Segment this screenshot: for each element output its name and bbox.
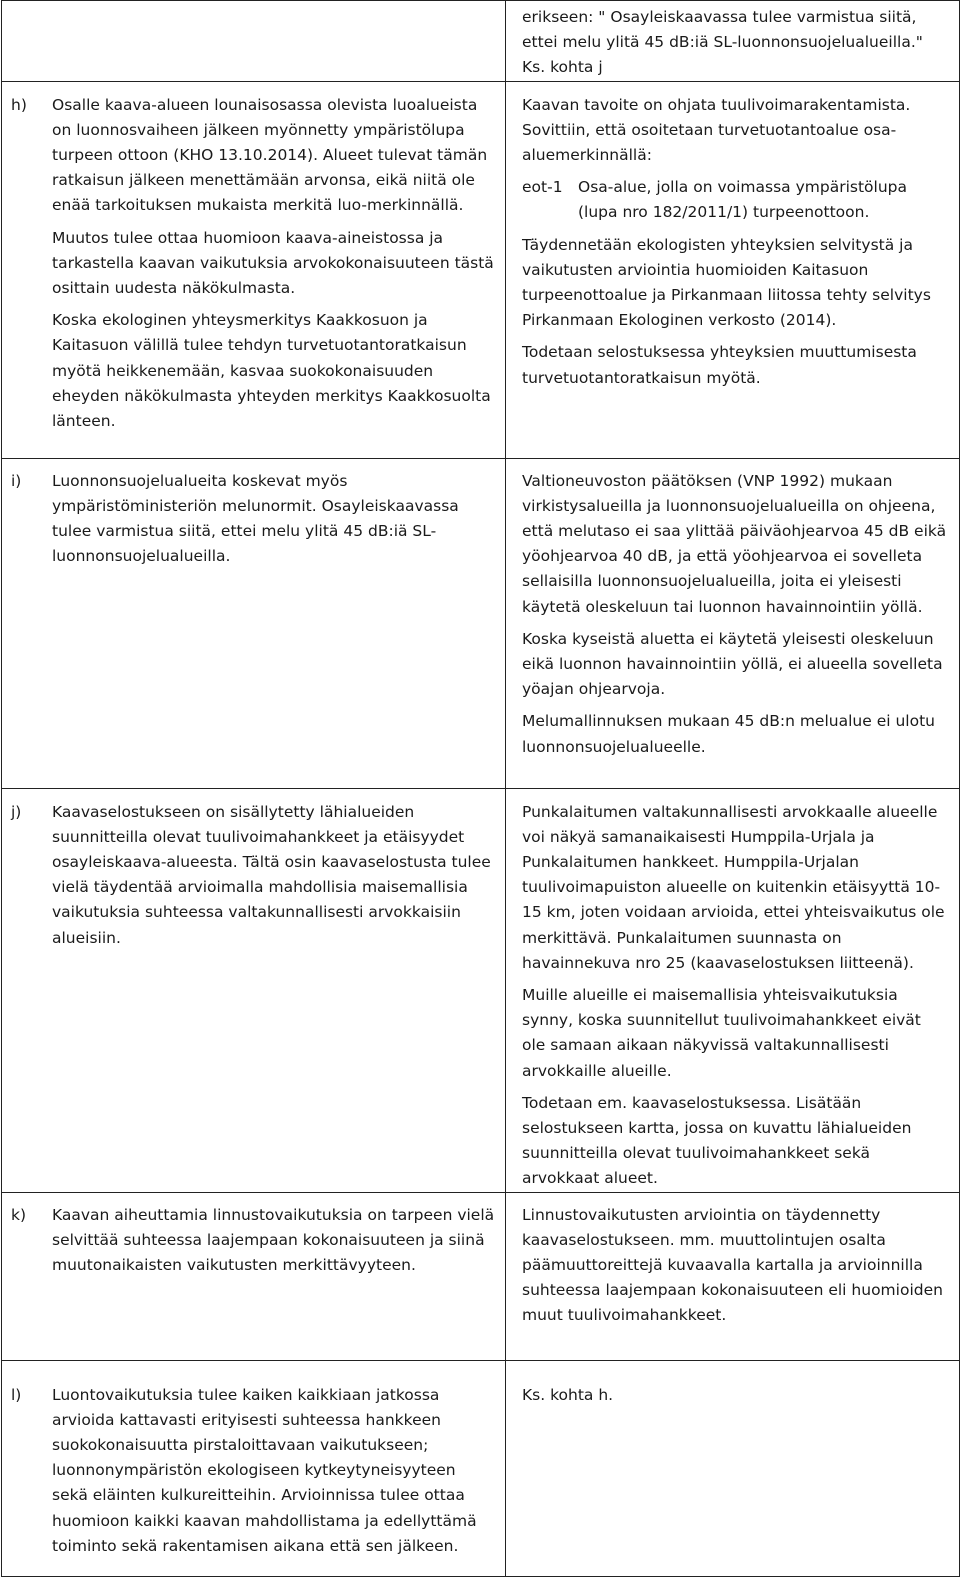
statement-paragraph: Kaavan aiheuttamia linnustovaikutuksia on tarpeen vielä selvittää suhteessa laajempaan kokonaisuuteen ja siinä muutonaikaisten vaikutusten merkittävyyteen. bbox=[52, 1205, 495, 1275]
eot-description: Osa-alue, jolla on voimassa ympäristölupa (lupa nro 182/2011/1) turpeenottoon. bbox=[578, 178, 907, 222]
response-paragraph: Koska kyseistä aluetta ei käytetä yleisesti oleskeluun eikä luonnon havainnointiin yöllä, ei alueella sovelleta yöajan ohjearvoja. bbox=[522, 629, 943, 699]
response-paragraph: Todetaan em. kaavaselostuksessa. Lisätään selostukseen kartta, jossa on kuvattu lähialueiden suunnitteilla olevat tuulivoimahankkeet sekä arvokkaat alueet. bbox=[522, 1093, 912, 1188]
response-paragraph: Täydennetään ekologisten yhteyksien selvitystä ja vaikutusten arviointia huomioiden Kaitasuon turpeenottoalue ja Pirkanmaan liitossa tehty selvitys Pirkanmaan Ekologinen verkosto (2014). bbox=[522, 235, 931, 330]
statement-paragraph: Kaavaselostukseen on sisällytetty lähialueiden suunnitteilla olevat tuulivoimahankkeet ja etäisyydet osayleiskaava-alueesta. Tältä osin kaavaselostusta tulee vielä täydentää arvioimalla mahdollisia maisemallisia vaikutuksia suhteessa valtakunnallisesti arvokkaisiin alueisiin. bbox=[52, 802, 491, 947]
response-paragraph: Todetaan selostuksessa yhteyksien muuttumisesta turvetuotantoratkaisun myötä. bbox=[522, 343, 917, 387]
item-letter-l: l) bbox=[11, 1385, 22, 1404]
response-paragraph: Ks. kohta h. bbox=[522, 1385, 614, 1404]
table-row-k bbox=[2, 1192, 960, 1360]
table-row-j bbox=[2, 788, 960, 1192]
table-row-top bbox=[2, 1, 960, 82]
response-paragraph: Melumallinnuksen mukaan 45 dB:n melualue ei ulotu luonnonsuojelualueelle. bbox=[522, 712, 935, 756]
statement-paragraph: Luontovaikutuksia tulee kaiken kaikkiaan jatkossa arvioida kattavasti erityisesti suhteessa hankkeen suokokonaisuutta pirstaloittavaan vaikutukseen; luonnonympäristön ekologiseen kytkeytyneisyyteen sekä eläinten kulkureitteihin. Arvioinnissa tulee ottaa huomioon kaikki kaavan mahdollistama ja edellyttämä toiminto sekä rakentamisen aikana että sen jälkeen. bbox=[52, 1385, 477, 1555]
table-row-l bbox=[2, 1360, 960, 1576]
statement-paragraph: Osalle kaava-alueen lounaisosassa olevista luoalueista on luonnosvaiheen jälkeen myönnetty ympäristölupa turpeen ottoon (KHO 13.10.2014). Alueet tulevat tämän ratkaisun jälkeen menettämään arvonsa, eikä niitä ole enää tarkoituksen mukaista merkitä luo-merkinnällä. bbox=[52, 95, 488, 215]
eot-definition bbox=[522, 175, 949, 225]
response-paragraph: erikseen: " Osayleiskaavassa tulee varmistua siitä, ettei melu ylitä 45 dB:iä SL-luonnonsuojelualueilla." Ks. kohta j bbox=[522, 8, 923, 77]
item-letter-h: h) bbox=[11, 95, 27, 114]
statement-paragraph: Koska ekologinen yhteysmerkitys Kaakkosuon ja Kaitasuon välillä tulee tehdyn turvetuotantoratkaisun myötä heikkenemään, kasvaa suokokonaisuuden eheyden näkökulmasta yhteyden merkitys Kaakkosuolta länteen. bbox=[52, 311, 491, 431]
statement-paragraph: Muutos tulee ottaa huomioon kaava-aineistossa ja tarkastella kaavan vaikutuksia arvokokonaisuuteen tästä osittain uudesta näkökulmasta. bbox=[52, 228, 494, 298]
statement-cell-j bbox=[2, 788, 506, 1192]
statement-cell-k bbox=[2, 1192, 506, 1360]
left-cell-empty bbox=[2, 1, 506, 82]
table-row-i bbox=[2, 458, 960, 788]
statement-cell-h bbox=[2, 81, 506, 458]
eot-code: eot-1 bbox=[522, 178, 563, 197]
response-paragraph: Valtioneuvoston päätöksen (VNP 1992) mukaan virkistysalueilla ja luonnonsuojelualueilla on ohjeena, että melutaso ei saa ylittää päiväohjearvoa 45 dB eikä yöohjearvoa 40 dB, ja että yöohjearvoa ei sovelleta sellaisilla luonnonsuojelualueilla, joita ei yleisesti käytetä oleskeluun tai luonnon havainnointiin yöllä. bbox=[522, 471, 947, 616]
response-cell-h bbox=[506, 81, 960, 458]
statement-cell-i bbox=[2, 458, 506, 788]
response-paragraph: Punkalaitumen valtakunnallisesti arvokkaalle alueelle voi näkyä samanaikaisesti Humppila-Urjala ja Punkalaitumen hankkeet. Humppila-Urjalan tuulivoimapuiston alueelle on kuitenkin etäisyyttä 10-15 km, joten voidaan arvioida, ettei yhteisvaikutus ole merkittävä. Punkalaitumen suunnasta on havainnekuva nro 25 (kaavaselostuksen liitteenä). bbox=[522, 802, 945, 972]
response-cell-i bbox=[506, 458, 960, 788]
item-letter-j: j) bbox=[11, 802, 22, 821]
response-cell-j bbox=[506, 788, 960, 1192]
response-cell-l bbox=[506, 1360, 960, 1576]
statement-paragraph: Luonnonsuojelualueita koskevat myös ympäristöministeriön melunormit. Osayleiskaavassa tulee varmistua siitä, ettei melu ylitä 45 dB:iä SL-luonnonsuojelualueilla. bbox=[52, 471, 459, 566]
response-cell-k bbox=[506, 1192, 960, 1360]
item-letter-k: k) bbox=[11, 1205, 27, 1224]
response-paragraph: Kaavan tavoite on ohjata tuulivoimarakentamista. Sovittiin, että osoitetaan turvetuotantoalue osa-aluemerkinnällä: bbox=[522, 95, 911, 165]
response-paragraph: Muille alueille ei maisemallisia yhteisvaikutuksia synny, koska suunnitellut tuulivoimahankkeet eivät ole samaan aikaan näkyvissä valtakunnallisesti arvokkaille alueille. bbox=[522, 986, 921, 1080]
response-paragraph: Linnustovaikutusten arviointia on täydennetty kaavaselostukseen. mm. muuttolintujen osalta päämuuttoreittejä kuvaavalla kartalla ja arvioinnilla suhteessa laajempaan kokonaisuuteen eli huomioiden muut tuulivoimahankkeet. bbox=[522, 1205, 943, 1325]
right-cell-top bbox=[506, 1, 960, 82]
statement-cell-l bbox=[2, 1360, 506, 1576]
item-letter-i: i) bbox=[11, 471, 22, 490]
table-row-h bbox=[2, 81, 960, 458]
comment-response-table bbox=[1, 0, 960, 1577]
